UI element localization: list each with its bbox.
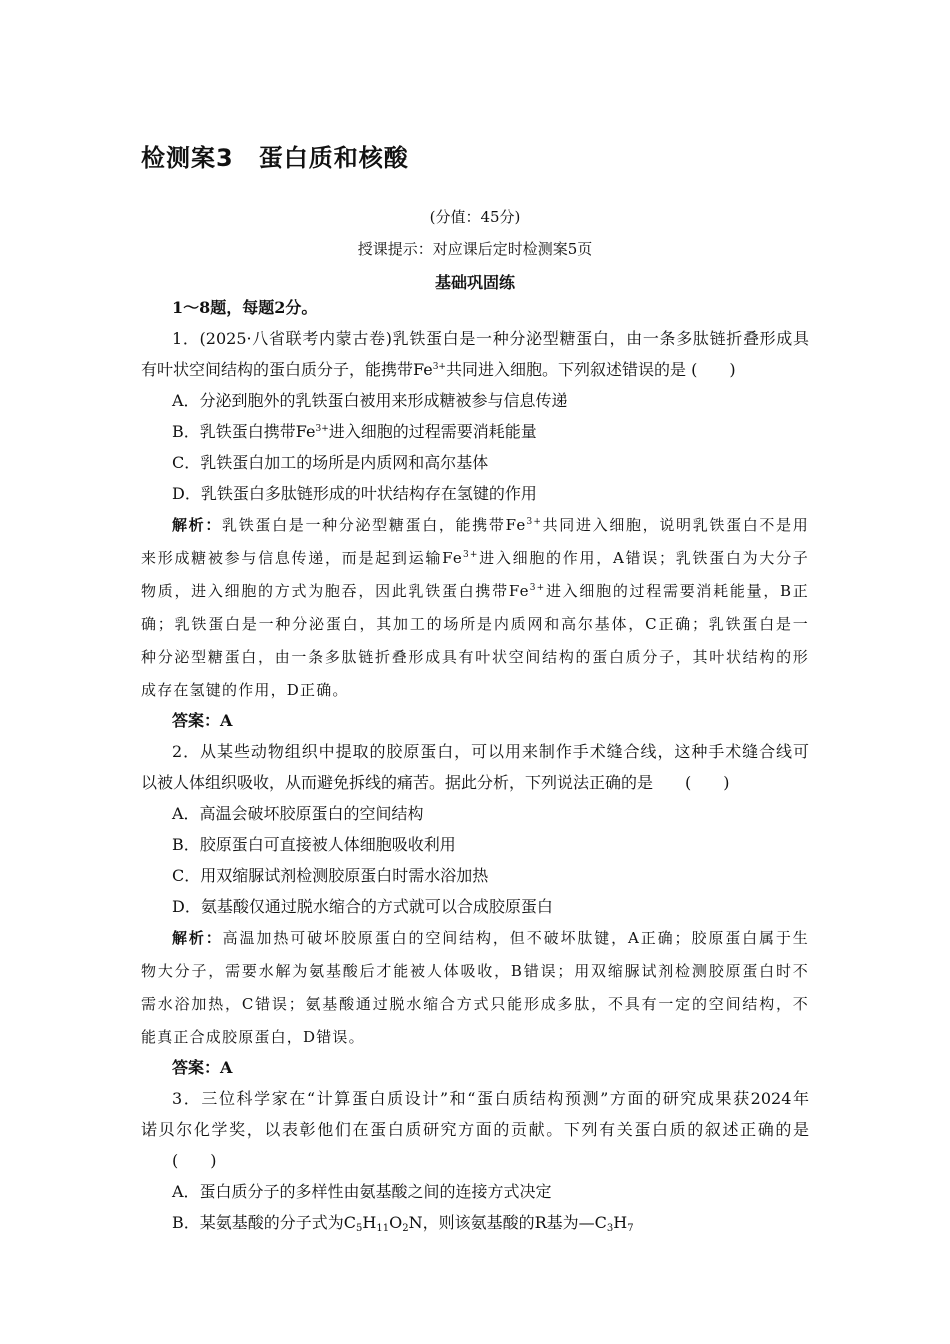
q2-analysis-line-4: 能真正合成胶原蛋白，D错误。 bbox=[141, 1028, 365, 1046]
lesson-hint: 授课提示：对应课后定时检测案5页 bbox=[357, 240, 593, 258]
q3-stem-line-1: 3．三位科学家在“计算蛋白质设计”和“蛋白质结构预测”方面的研究成果获2024年 bbox=[172, 1089, 809, 1108]
q1-stem-line-1: 1．(2025·八省联考内蒙古卷)乳铁蛋白是一种分泌型糖蛋白，由一条多肽链折叠形成具 bbox=[172, 329, 809, 348]
q2-analysis-line-3: 需水浴加热，C错误；氨基酸通过脱水缩合方式只能形成多肽，不具有一定的空间结构，不 bbox=[141, 995, 809, 1013]
q2-analysis-line-2: 物大分子，需要水解为氨基酸后才能被人体吸收，B错误；用双缩脲试剂检测胶原蛋白时不 bbox=[141, 962, 809, 980]
section-heading: 基础巩固练 bbox=[434, 273, 515, 292]
q1-option-d: D．乳铁蛋白多肽链形成的叶状结构存在氢键的作用 bbox=[172, 484, 537, 503]
q1-analysis-line-2: 来形成糖被参与信息传递，而是起到运输$Fe^{3+}$进入细胞的作用，A错误；乳铁蛋白为大分子 bbox=[141, 549, 809, 567]
q1-answer: 答案：A bbox=[172, 711, 233, 730]
score-note: (分值：45分) bbox=[429, 208, 521, 226]
q2-option-b: B．胶原蛋白可直接被人体细胞吸收利用 bbox=[172, 835, 456, 854]
q2-option-d: D．氨基酸仅通过脱水缩合的方式就可以合成胶原蛋白 bbox=[172, 897, 553, 916]
q1-analysis-line-4: 确；乳铁蛋白是一种分泌蛋白，其加工的场所是内质网和高尔基体，C正确；乳铁蛋白是一 bbox=[141, 615, 809, 633]
q3-stem-line-3: ( ) bbox=[172, 1151, 217, 1170]
q3-stem-line-2: 诺贝尔化学奖，以表彰他们在蛋白质研究方面的贡献。下列有关蛋白质的叙述正确的是 bbox=[141, 1120, 809, 1139]
q2-option-a: A．高温会破坏胶原蛋白的空间结构 bbox=[172, 804, 424, 823]
q2-answer: 答案：A bbox=[172, 1058, 233, 1077]
q1-option-a: A．分泌到胞外的乳铁蛋白被用来形成糖被参与信息传递 bbox=[172, 391, 568, 410]
q1-analysis-line-5: 种分泌型糖蛋白，由一条多肽链折叠形成具有叶状空间结构的蛋白质分子，其叶状结构的形 bbox=[141, 648, 809, 666]
q2-option-c: C．用双缩脲试剂检测胶原蛋白时需水浴加热 bbox=[172, 866, 489, 885]
q1-analysis-line-3: 物质，进入细胞的方式为胞吞，因此乳铁蛋白携带$Fe^{3+}$进入细胞的过程需要消耗能量，B正 bbox=[141, 582, 809, 600]
q2-stem-line-2: 以被人体组织吸收，从而避免拆线的痛苦。据此分析，下列说法正确的是 ( ) bbox=[141, 773, 730, 792]
q1-option-b: B．乳铁蛋白携带$Fe^{3+}$进入细胞的过程需要消耗能量 bbox=[172, 422, 537, 441]
q2-stem-line-1: 2．从某些动物组织中提取的胶原蛋白，可以用来制作手术缝合线，这种手术缝合线可 bbox=[172, 742, 809, 761]
q1-analysis-line-6: 成存在氢键的作用，D正确。 bbox=[141, 681, 349, 699]
page-title: 检测案3 蛋白质和核酸 bbox=[141, 144, 409, 172]
instruction: 1～8题，每题2分。 bbox=[172, 298, 318, 317]
q1-analysis-line-1: 解析：乳铁蛋白是一种分泌型糖蛋白，能携带$Fe^{3+}$共同进入细胞，说明乳铁蛋白不是用 bbox=[172, 516, 809, 534]
q1-option-c: C．乳铁蛋白加工的场所是内质网和高尔基体 bbox=[172, 453, 489, 472]
q3-option-b: B．某氨基酸的分子式为$C_5H_{11}O_2N$，则该氨基酸的R基为$—C_3H_7$ bbox=[172, 1213, 634, 1233]
q2-analysis-line-1: 解析：高温加热可破坏胶原蛋白的空间结构，但不破坏肽键，A正确；胶原蛋白属于生 bbox=[172, 929, 809, 947]
q1-stem-line-2: 有叶状空间结构的蛋白质分子，能携带$Fe^{3+}$共同进入细胞。下列叙述错误的是 ( ) bbox=[141, 360, 736, 379]
q3-option-a: A．蛋白质分子的多样性由氨基酸之间的连接方式决定 bbox=[172, 1182, 552, 1201]
